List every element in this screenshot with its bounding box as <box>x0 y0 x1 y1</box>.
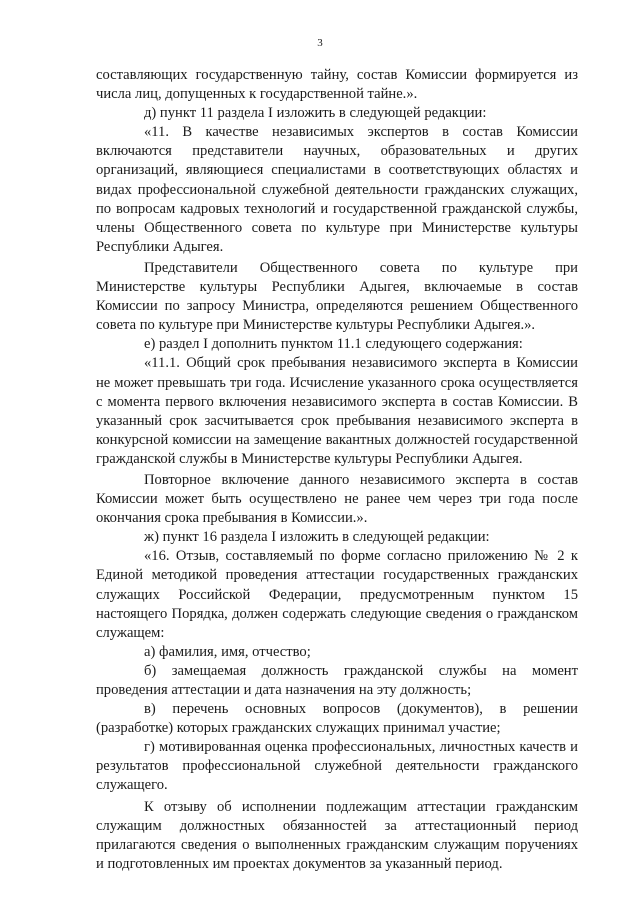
paragraph-sub-b: б) замещаемая должность гражданской службы на момент проведения аттестации и дата назначения на эту должность; <box>96 662 578 698</box>
paragraph-state-secret-continuation: составляющих государственную тайну, состав Комиссии формируется из числа лиц, допущенных к государственной тайне.». <box>96 67 578 103</box>
paragraph-public-council-representatives: Представители Общественного совета по культуре при Министерстве культуры Республики Адыгея, включаемые в состав Комиссии по запросу Министра, определяются решением Общественного совета по культуре при Министерстве культуры Республики Адыгея.». <box>96 259 578 334</box>
paragraph-repeat-inclusion: Повторное включение данного независимого эксперта в состав Комиссии может быть осуществлено не ранее чем через три года после окончания срока пребывания в Комиссии.». <box>96 471 578 527</box>
paragraph-sub-a: а) фамилия, имя, отчество; <box>144 643 311 660</box>
paragraph-review-attachments: К отзыву об исполнении подлежащим аттестации гражданским служащим должностных обязанностей за аттестационный период прилагаются сведения о выполненных гражданским служащим поручениях и подготовленных им проектах документов за указанный период. <box>96 798 578 872</box>
document-body <box>96 66 578 874</box>
paragraph-point-11-1: «11.1. Общий срок пребывания независимого эксперта в Комиссии не может превышать три года. Исчисление указанного срока осуществляется с момента первого включения независимого эксперта в состав Комиссии. В указанный срок засчитывается срок пребывания независимого эксперта в конкурсной комиссии на замещение вакантных должностей государственной гражданской службы в Министерстве культуры Республики Адыгея. <box>96 355 578 467</box>
paragraph-sub-g: г) мотивированная оценка профессиональных, личностных качеств и результатов профессиональной служебной деятельности гражданского служащего. <box>96 739 578 794</box>
paragraph-point-11: «11. В качестве независимых экспертов в состав Комиссии включаются представители научных, образовательных и других организаций, являющиеся специалистами в соответствующих областях и видах профессиональной служебной деятельности гражданских служащих, по вопросам кадровых технологий и государственной гражданской службы, члены Общественного совета по культуре при Министерстве культуры Республики Адыгея. <box>96 124 578 255</box>
page-number: 3 <box>317 37 323 49</box>
paragraph-item-zh: ж) пункт 16 раздела I изложить в следующей редакции: <box>144 529 490 546</box>
paragraph-sub-v: в) перечень основных вопросов (документов), в решении (разработке) которых гражданских служащих принимал участие; <box>96 701 578 737</box>
paragraph-point-16: «16. Отзыв, составляемый по форме согласно приложению № 2 к Единой методикой проведения аттестации государственных гражданских служащих Российской Федерации, предусмотренным пунктом 15 настоящего Порядка, должен содержать следующие сведения о гражданском служащем: <box>96 548 578 641</box>
paragraph-item-d: д) пункт 11 раздела I изложить в следующей редакции: <box>144 105 487 122</box>
paragraph-item-e: е) раздел I дополнить пунктом 11.1 следующего содержания: <box>144 336 523 353</box>
